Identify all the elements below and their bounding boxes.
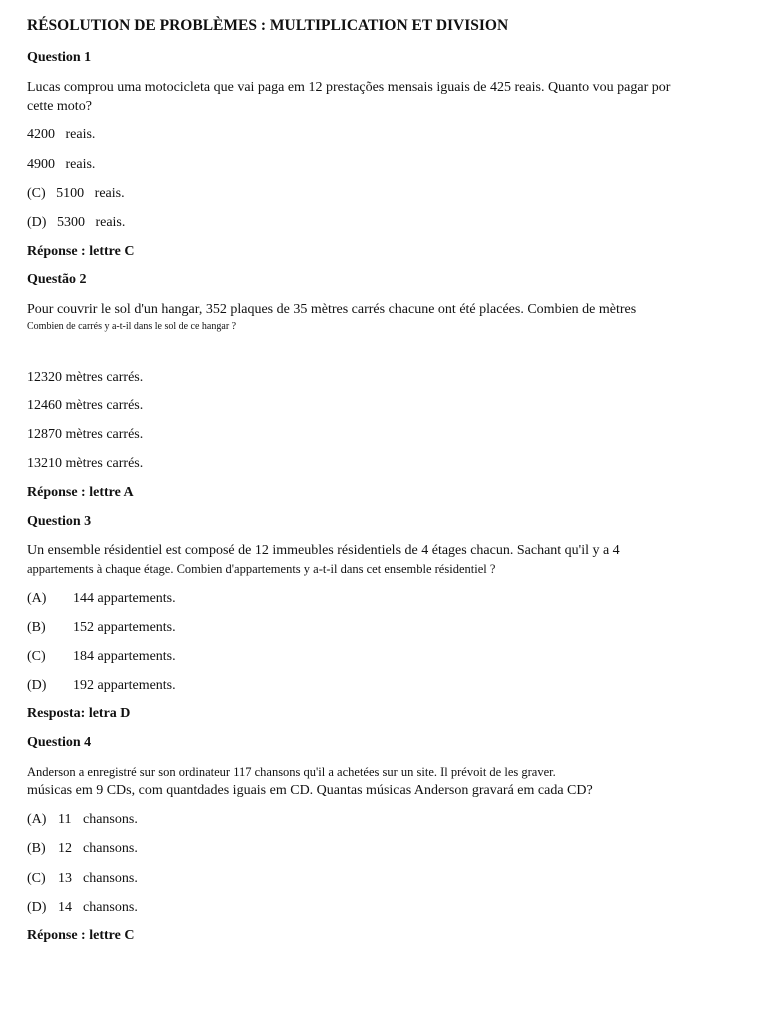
question-4-text-line-1: Anderson a enregistré sur son ordinateur 117 chansons qu'il a achetées sur un site. Il prévoit de les graver. xyxy=(27,765,556,779)
question-4-text-line-2: músicas em 9 CDs, com quantdades iguais em CD. Quantas músicas Anderson gravará em cada CD? xyxy=(27,783,593,798)
question-4-heading: Question 4 xyxy=(27,735,92,750)
question-1-option xyxy=(27,127,95,143)
option-unit: reais. xyxy=(95,215,126,230)
option-unit: reais. xyxy=(65,127,96,142)
option-letter: (C) xyxy=(27,649,46,664)
question-3-text-line-2: appartements à chaque étage. Combien d'appartements y a-t-il dans cet ensemble résidentiel ? xyxy=(27,562,496,576)
option-value: 12 xyxy=(58,841,72,856)
option-value: 11 xyxy=(58,812,72,827)
question-2-text-line-1: Pour couvrir le sol d'un hangar, 352 plaques de 35 mètres carrés chacune ont été placées. Combien de mètres xyxy=(27,302,637,317)
question-2-option: 13210 mètres carrés. xyxy=(27,456,144,471)
option-letter: (C) xyxy=(27,871,46,886)
option-unit: chansons. xyxy=(83,841,138,856)
question-1-option xyxy=(27,186,125,202)
option-value: 5100 xyxy=(56,186,85,201)
option-value: 13 xyxy=(58,871,72,886)
question-2-option: 12460 mètres carrés. xyxy=(27,398,144,413)
option-letter: (D) xyxy=(27,215,47,230)
option-unit: reais. xyxy=(65,157,96,172)
question-1-option xyxy=(27,215,125,231)
question-1-text-line-1: Lucas comprou uma motocicleta que vai paga em 12 prestações mensais iguais de 425 reais. Quanto vou pagar por xyxy=(27,80,671,95)
option-unit: chansons. xyxy=(83,812,138,827)
option-unit: reais. xyxy=(94,186,125,201)
question-3-option xyxy=(27,620,176,636)
question-4-option xyxy=(27,871,138,887)
option-value: 4200 xyxy=(27,127,55,142)
question-2-answer: Réponse : lettre A xyxy=(27,485,134,500)
question-4-option xyxy=(27,841,138,857)
option-value: 4900 xyxy=(27,157,55,172)
option-text: 144 appartements. xyxy=(73,591,176,606)
question-1-answer: Réponse : lettre C xyxy=(27,244,135,259)
question-2-heading: Questão 2 xyxy=(27,272,87,287)
question-3-text-line-1: Un ensemble résidentiel est composé de 12 immeubles résidentiels de 4 étages chacun. Sachant qu'il y a 4 xyxy=(27,543,620,558)
question-3-option xyxy=(27,591,176,607)
option-text: 184 appartements. xyxy=(73,649,176,664)
question-2-text-line-2: Combien de carrés y a-t-il dans le sol de ce hangar ? xyxy=(27,321,237,332)
question-3-heading: Question 3 xyxy=(27,514,92,529)
question-3-option xyxy=(27,649,176,665)
option-text: 152 appartements. xyxy=(73,620,176,635)
option-letter: (D) xyxy=(27,678,47,693)
question-3-answer: Resposta: letra D xyxy=(27,706,131,721)
option-letter: (A) xyxy=(27,812,47,827)
option-text: 192 appartements. xyxy=(73,678,176,693)
option-unit: chansons. xyxy=(83,900,138,915)
option-value: 5300 xyxy=(56,215,85,230)
option-letter: (B) xyxy=(27,841,46,856)
question-4-option xyxy=(27,900,138,916)
option-letter: (C) xyxy=(27,186,46,201)
question-3-option xyxy=(27,678,176,694)
question-2-option: 12320 mètres carrés. xyxy=(27,370,144,385)
question-2-option: 12870 mètres carrés. xyxy=(27,427,144,442)
question-1-text-line-2: cette moto? xyxy=(27,99,92,114)
question-1-heading: Question 1 xyxy=(27,50,92,65)
page-title: RÉSOLUTION DE PROBLÈMES : MULTIPLICATION ET DIVISION xyxy=(27,17,509,34)
question-4-option xyxy=(27,812,138,828)
option-letter: (A) xyxy=(27,591,47,606)
question-4-answer: Réponse : lettre C xyxy=(27,928,135,943)
option-value: 14 xyxy=(58,900,72,915)
option-unit: chansons. xyxy=(83,871,138,886)
option-letter: (B) xyxy=(27,620,46,635)
option-letter: (D) xyxy=(27,900,47,915)
question-1-option xyxy=(27,157,95,173)
